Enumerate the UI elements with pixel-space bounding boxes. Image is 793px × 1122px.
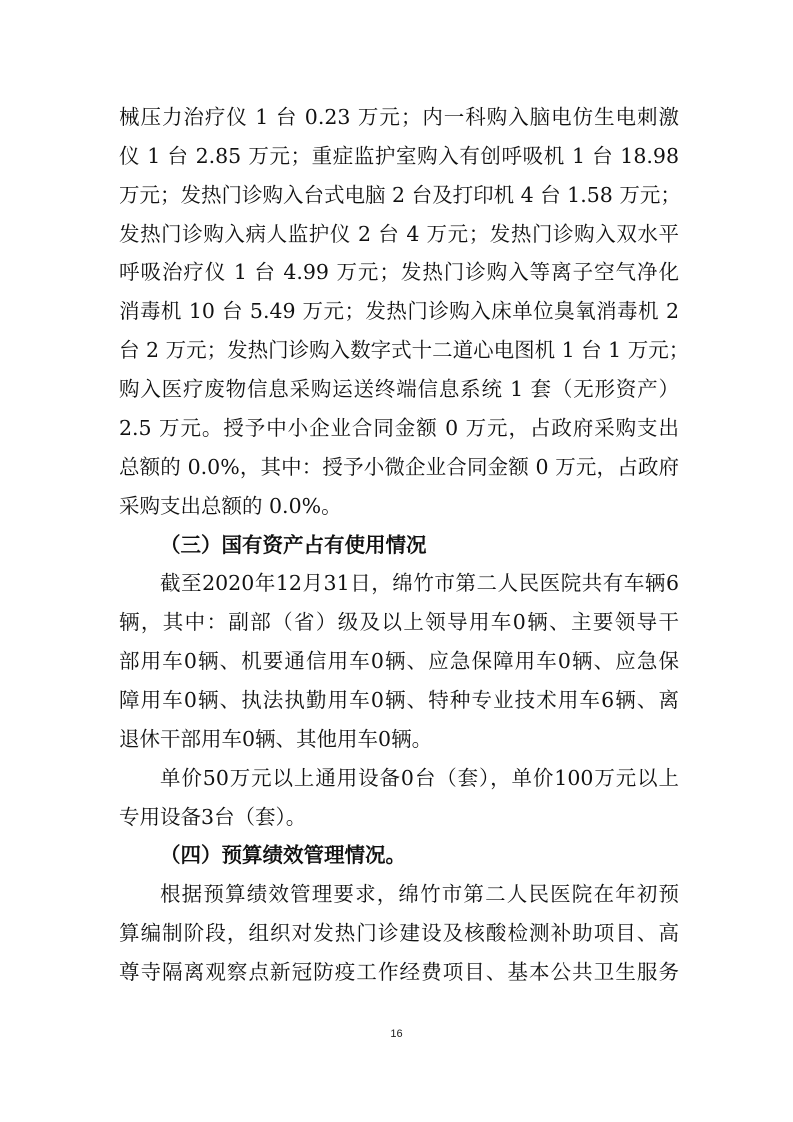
paragraph-2-line-1: 截至2020年12月31日，绵竹市第二人民医院共有车辆6 <box>160 571 679 595</box>
paragraph-3-line-1: 单价50万元以上通用设备0台（套），单价100万元以上 <box>160 766 679 790</box>
paragraph-1-line-11: 采购支出总额的 0.0%。 <box>119 494 342 518</box>
paragraph-1-line-10: 总额的 0.0%，其中：授予小微企业合同金额 0 万元，占政府 <box>119 455 679 479</box>
paragraph-1-line-7: 台 2 万元；发热门诊购入数字式十二道心电图机 1 台 1 万元； <box>119 338 690 362</box>
paragraph-1-line-8: 购入医疗废物信息采购运送终端信息系统 1 套（无形资产） <box>119 377 679 401</box>
paragraph-1-line-9: 2.5 万元。授予中小企业合同金额 0 万元，占政府采购支出 <box>119 416 679 440</box>
paragraph-2-line-4: 障用车0辆、执法执勤用车0辆、特种专业技术用车6辆、离 <box>119 688 679 712</box>
paragraph-1-line-2: 仪 1 台 2.85 万元；重症监护室购入有创呼吸机 1 台 18.98 <box>119 144 679 168</box>
paragraph-1-line-1: 械压力治疗仪 1 台 0.23 万元；内一科购入脑电仿生电刺激 <box>119 105 679 129</box>
page-number: 16 <box>390 1028 403 1040</box>
paragraph-1-line-3: 万元；发热门诊购入台式电脑 2 台及打印机 4 台 1.58 万元； <box>119 183 681 207</box>
paragraph-2-line-3: 部用车0辆、机要通信用车0辆、应急保障用车0辆、应急保 <box>119 649 679 673</box>
paragraph-4-line-3: 尊寺隔离观察点新冠防疫工作经费项目、基本公共卫生服务 <box>119 960 679 984</box>
paragraph-4-line-1: 根据预算绩效管理要求，绵竹市第二人民医院在年初预 <box>160 882 679 906</box>
paragraph-3-line-2: 专用设备3台（套）。 <box>119 805 307 829</box>
paragraph-2-line-2: 辆，其中：副部（省）级及以上领导用车0辆、主要领导干 <box>119 610 679 634</box>
section-heading-3: （三）国有资产占有使用情况 <box>160 533 427 557</box>
paragraph-4-line-2: 算编制阶段，组织对发热门诊建设及核酸检测补助项目、高 <box>119 921 679 945</box>
paragraph-1-line-5: 呼吸治疗仪 1 台 4.99 万元；发热门诊购入等离子空气净化 <box>119 260 679 284</box>
paragraph-2-line-5: 退休干部用车0辆、其他用车0辆。 <box>119 727 433 751</box>
section-heading-4: （四）预算绩效管理情况。 <box>160 843 406 867</box>
paragraph-1-line-4: 发热门诊购入病人监护仪 2 台 4 万元；发热门诊购入双水平 <box>119 222 679 246</box>
paragraph-1-line-6: 消毒机 10 台 5.49 万元；发热门诊购入床单位臭氧消毒机 2 <box>119 299 679 323</box>
